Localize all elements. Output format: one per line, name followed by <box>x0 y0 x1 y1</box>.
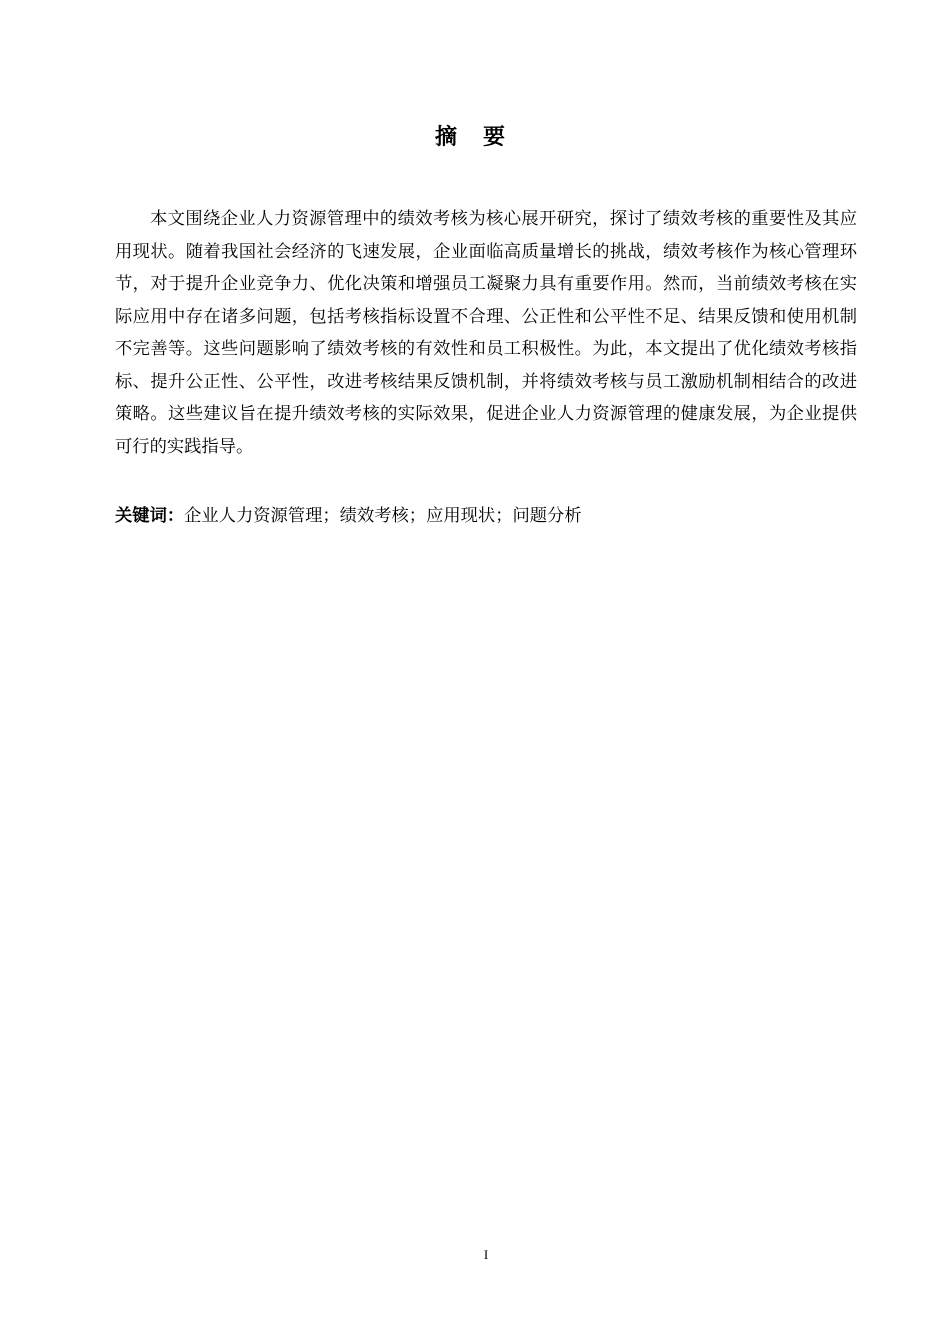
page-number: I <box>483 1247 489 1262</box>
abstract-body: 本文围绕企业人力资源管理中的绩效考核为核心展开研究，探讨了绩效考核的重要性及其应用现状。随着我国社会经济的飞速发展，企业面临高质量增长的挑战，绩效考核作为核心管理环节，对于提升企业竞争力、优化决策和增强员工凝聚力具有重要作用。然而，当前绩效考核在实际应用中存在诸多问题，包括考核指标设置不合理、公正性和公平性不足、结果反馈和使用机制不完善等。这些问题影响了绩效考核的有效性和员工积极性。为此，本文提出了优化绩效考核指标、提升公正性、公平性，改进考核结果反馈机制，并将绩效考核与员工激励机制相结合的改进策略。这些建议旨在提升绩效考核的实际效果，促进企业人力资源管理的健康发展，为企业提供可行的实践指导。 <box>115 209 857 457</box>
keywords-line <box>115 500 857 532</box>
keywords-list: 企业人力资源管理；绩效考核；应用现状；问题分析 <box>184 506 582 526</box>
abstract-title: 摘要 <box>434 125 531 150</box>
keywords-label: 关键词： <box>115 506 185 526</box>
